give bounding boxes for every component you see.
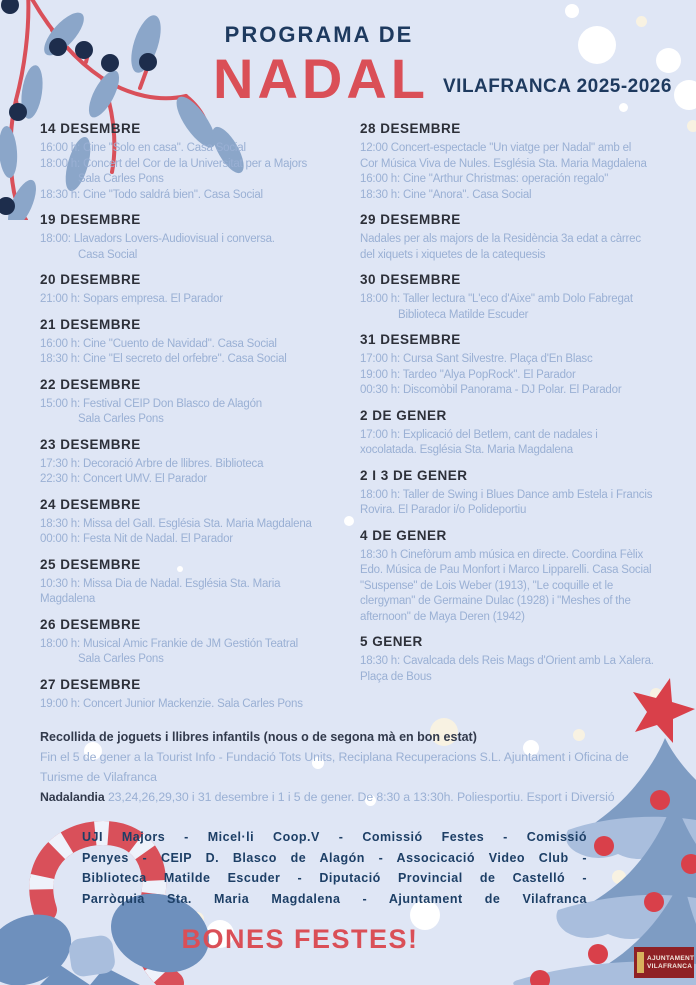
program-day [40,437,352,488]
nadalandia-note [40,787,680,807]
day-date: 29 DESEMBRE [360,212,461,227]
event-line: 17:00 h: Explicació del Betlem, cant de nadales i [360,428,598,441]
event-line: 17:00 h: Cursa Sant Silvestre. Plaça d'En Blasc [360,353,593,365]
event-line: 00:00 h: Festa Nit de Nadal. El Parador [40,533,233,545]
day-events [40,337,352,368]
event-line: "Suspense" de Lois Weber (1913), "Le coquille et le [360,579,614,592]
event-line: 16:00 h: Cine "Arthur Christmas: operación regalo" [360,173,609,185]
event-line: xocolatada. Església Sta. Maria Magdalena [360,444,573,456]
event-line: Edo. Música de Pau Monfort i Marco Lipparelli. Casa Social [360,564,652,576]
day-date: 4 DE GENER [360,527,447,543]
day-events [40,577,352,608]
program-day [40,377,352,428]
program-day [360,468,678,519]
day-events [40,141,352,203]
program-day [40,272,352,308]
event-line: 18:30 h: Cine "Todo saldrá bien". Casa Social [40,188,263,201]
event-line: 16:00 h: Cine "Solo en casa". Casa Social [40,142,246,154]
event-line: Sala Carles Pons [78,173,164,185]
event-line: 15:00 h: Festival CEIP Don Blasco de Alagón [40,397,262,410]
toy-collection-detail: Fin el 5 de gener a la Tourist Info - Fundació Tots Units, Reciplana Recuperacions S.L. Ajuntament i Oficina de [40,750,629,764]
event-line: 19:00 h: Tardeo "Alya PopRock". El Parador [360,368,576,381]
program-title: NADAL [213,47,429,110]
snow-dot [687,120,696,132]
day-date: 24 DESEMBRE [40,496,141,512]
day-date: 21 DESEMBRE [40,316,141,332]
nadalandia-text: 23,24,26,29,30 i 31 desembre i 1 i 5 de gener. De 8:30 a 13:30h. Poliesportiu. Esport i Diversió [107,790,615,804]
program-day [360,408,678,459]
program-day [360,528,678,626]
program-day [40,497,352,548]
day-date: 5 GENER [360,634,423,649]
day-date: 20 DESEMBRE [40,272,141,287]
ajuntament-emblem-icon [637,952,644,973]
event-line: Nadales per als majors de la Residència 3a edat a càrrec [360,233,641,245]
day-events [40,292,352,308]
event-line: Cor Música Viva de Nules. Església Sta. Maria Magdalena [360,157,647,170]
program-day [40,212,352,263]
toy-collection-note: Recollida de joguets i llibres infantils (nous o de segona mà en bon estat) [40,730,477,744]
event-line: Rovira. El Parador i/o Polideportiu [360,504,527,516]
event-line: 17:30 h: Decoració Arbre de llibres. Biblioteca [40,457,264,470]
program-day [40,677,352,713]
credits-line: Parròquia Sta. Maria Magdalena - Ajuntament de Vilafranca [82,891,587,906]
program-day [40,317,352,368]
day-date: 27 DESEMBRE [40,676,141,692]
day-events [360,488,678,519]
program-day [360,121,678,203]
day-date: 31 DESEMBRE [360,332,461,347]
program-day [360,272,678,323]
day-events [40,697,352,713]
day-date: 28 DESEMBRE [360,121,461,136]
program-day [360,212,678,263]
logo-line1: AJUNTAMENT [647,954,695,962]
day-events [40,517,352,548]
snow-dot [565,4,579,18]
day-date: 30 DESEMBRE [360,272,461,287]
event-line: 12:00 Concert-espectacle "Un viatge per Nadal" amb el [360,142,632,154]
credits-line: Biblioteca Matilde Escuder - Diputació Provincial de Castelló - [82,871,587,885]
credits-block [82,827,587,909]
event-line: Sala Carles Pons [78,653,164,665]
snow-dot [656,48,681,73]
day-events [360,654,678,685]
day-events [40,232,352,263]
credits-line: Penyes - CEIP D. Blasco de Alagón - Associcació Video Club - [82,850,587,865]
snow-dot [636,16,647,27]
day-events [360,548,678,626]
event-line: 18:00 h: Concert del Cor de la Universitat per a Majors [40,157,308,170]
day-date: 14 DESEMBRE [40,121,141,136]
event-line: 10:30 h: Missa Dia de Nadal. Església Sta. Maria [40,577,281,590]
event-line: 00:30 h: Discomòbil Panorama - DJ Polar. El Parador [360,384,622,396]
program-day [360,332,678,399]
notes-block [40,727,680,807]
program-day [360,634,678,685]
event-line: 18:00 h: Musical Amic Frankie de JM Gestión Teatral [40,637,299,650]
event-line: clergyman" de Germaine Dulac (1928) i "Meshes of the [360,595,631,607]
day-events [360,232,678,263]
christmas-tree-illustration [478,648,696,985]
credits-line: UJI Majors - Micel·li Coop.V - Comissió Festes - Comissió [82,830,587,844]
event-line: 21:00 h: Sopars empresa. El Parador [40,293,223,305]
snow-dot [578,26,616,64]
event-line: Plaça de Bous [360,670,432,683]
day-date: 22 DESEMBRE [40,376,141,392]
event-line: Casa Social [78,248,138,261]
day-events [40,637,352,668]
program-subtitle: VILAFRANCA 2025-2026 [443,76,672,97]
event-line: Magdalena [40,593,96,605]
day-events [360,428,678,459]
event-line: 18:30 h: Cine "Anora". Casa Social [360,188,532,201]
event-line: del xiquets i xiquetes de la catequesis [360,248,546,261]
event-line: 18:30 h: Missa del Gall. Església Sta. Maria Magdalena [40,517,312,530]
program-column-left [40,121,352,721]
day-events [40,457,352,488]
ajuntament-vilafranca-logo [634,947,694,978]
day-date: 25 DESEMBRE [40,556,141,572]
day-date: 2 I 3 DE GENER [360,467,468,483]
event-line: 19:00 h: Concert Junior Mackenzie. Sala Carles Pons [40,697,303,710]
day-date: 26 DESEMBRE [40,616,141,632]
closing-greeting: BONES FESTES! [181,924,419,954]
day-date: 2 DE GENER [360,407,447,423]
day-events [40,397,352,428]
logo-line2: VILAFRANCA [647,962,693,970]
nadalandia-label: Nadalandia [40,790,105,804]
event-line: 18:30 h Cinefòrum amb música en directe. Coordina Fèlix [360,548,644,561]
event-line: Sala Carles Pons [78,413,164,425]
toy-collection-detail: Turisme de Vilafranca [40,770,157,784]
day-date: 23 DESEMBRE [40,436,141,452]
event-line: 18:00 h: Taller de Swing i Blues Dance amb Estela i Francis [360,488,653,501]
program-column-right [360,121,678,694]
event-line: 22:30 h: Concert UMV. El Parador [40,473,208,485]
event-line: Biblioteca Matilde Escuder [398,308,529,321]
day-events [360,292,678,323]
event-line: 18:30 h: Cavalcada dels Reis Mags d'Orient amb La Xalera. [360,655,654,667]
event-line: 18:00 h: Taller lectura "L'eco d'Aixe" amb Dolo Fabregat [360,293,633,305]
day-events [360,141,678,203]
day-date: 19 DESEMBRE [40,212,141,227]
snow-dot [674,80,696,110]
event-line: 16:00 h: Cine "Cuento de Navidad". Casa Social [40,337,277,350]
event-line: 18:30 h: Cine "El secreto del orfebre". Casa Social [40,353,287,365]
program-day [40,121,352,203]
event-line: 18:00: Llavadors Lovers-Audiovisual i conversa. [40,233,275,245]
program-day [40,557,352,608]
day-events [360,352,678,399]
snow-dot [619,103,628,112]
program-day [40,617,352,668]
event-line: afternoon" de Maya Deren (1942) [360,610,525,623]
program-kicker: PROGRAMA DE [224,22,414,47]
